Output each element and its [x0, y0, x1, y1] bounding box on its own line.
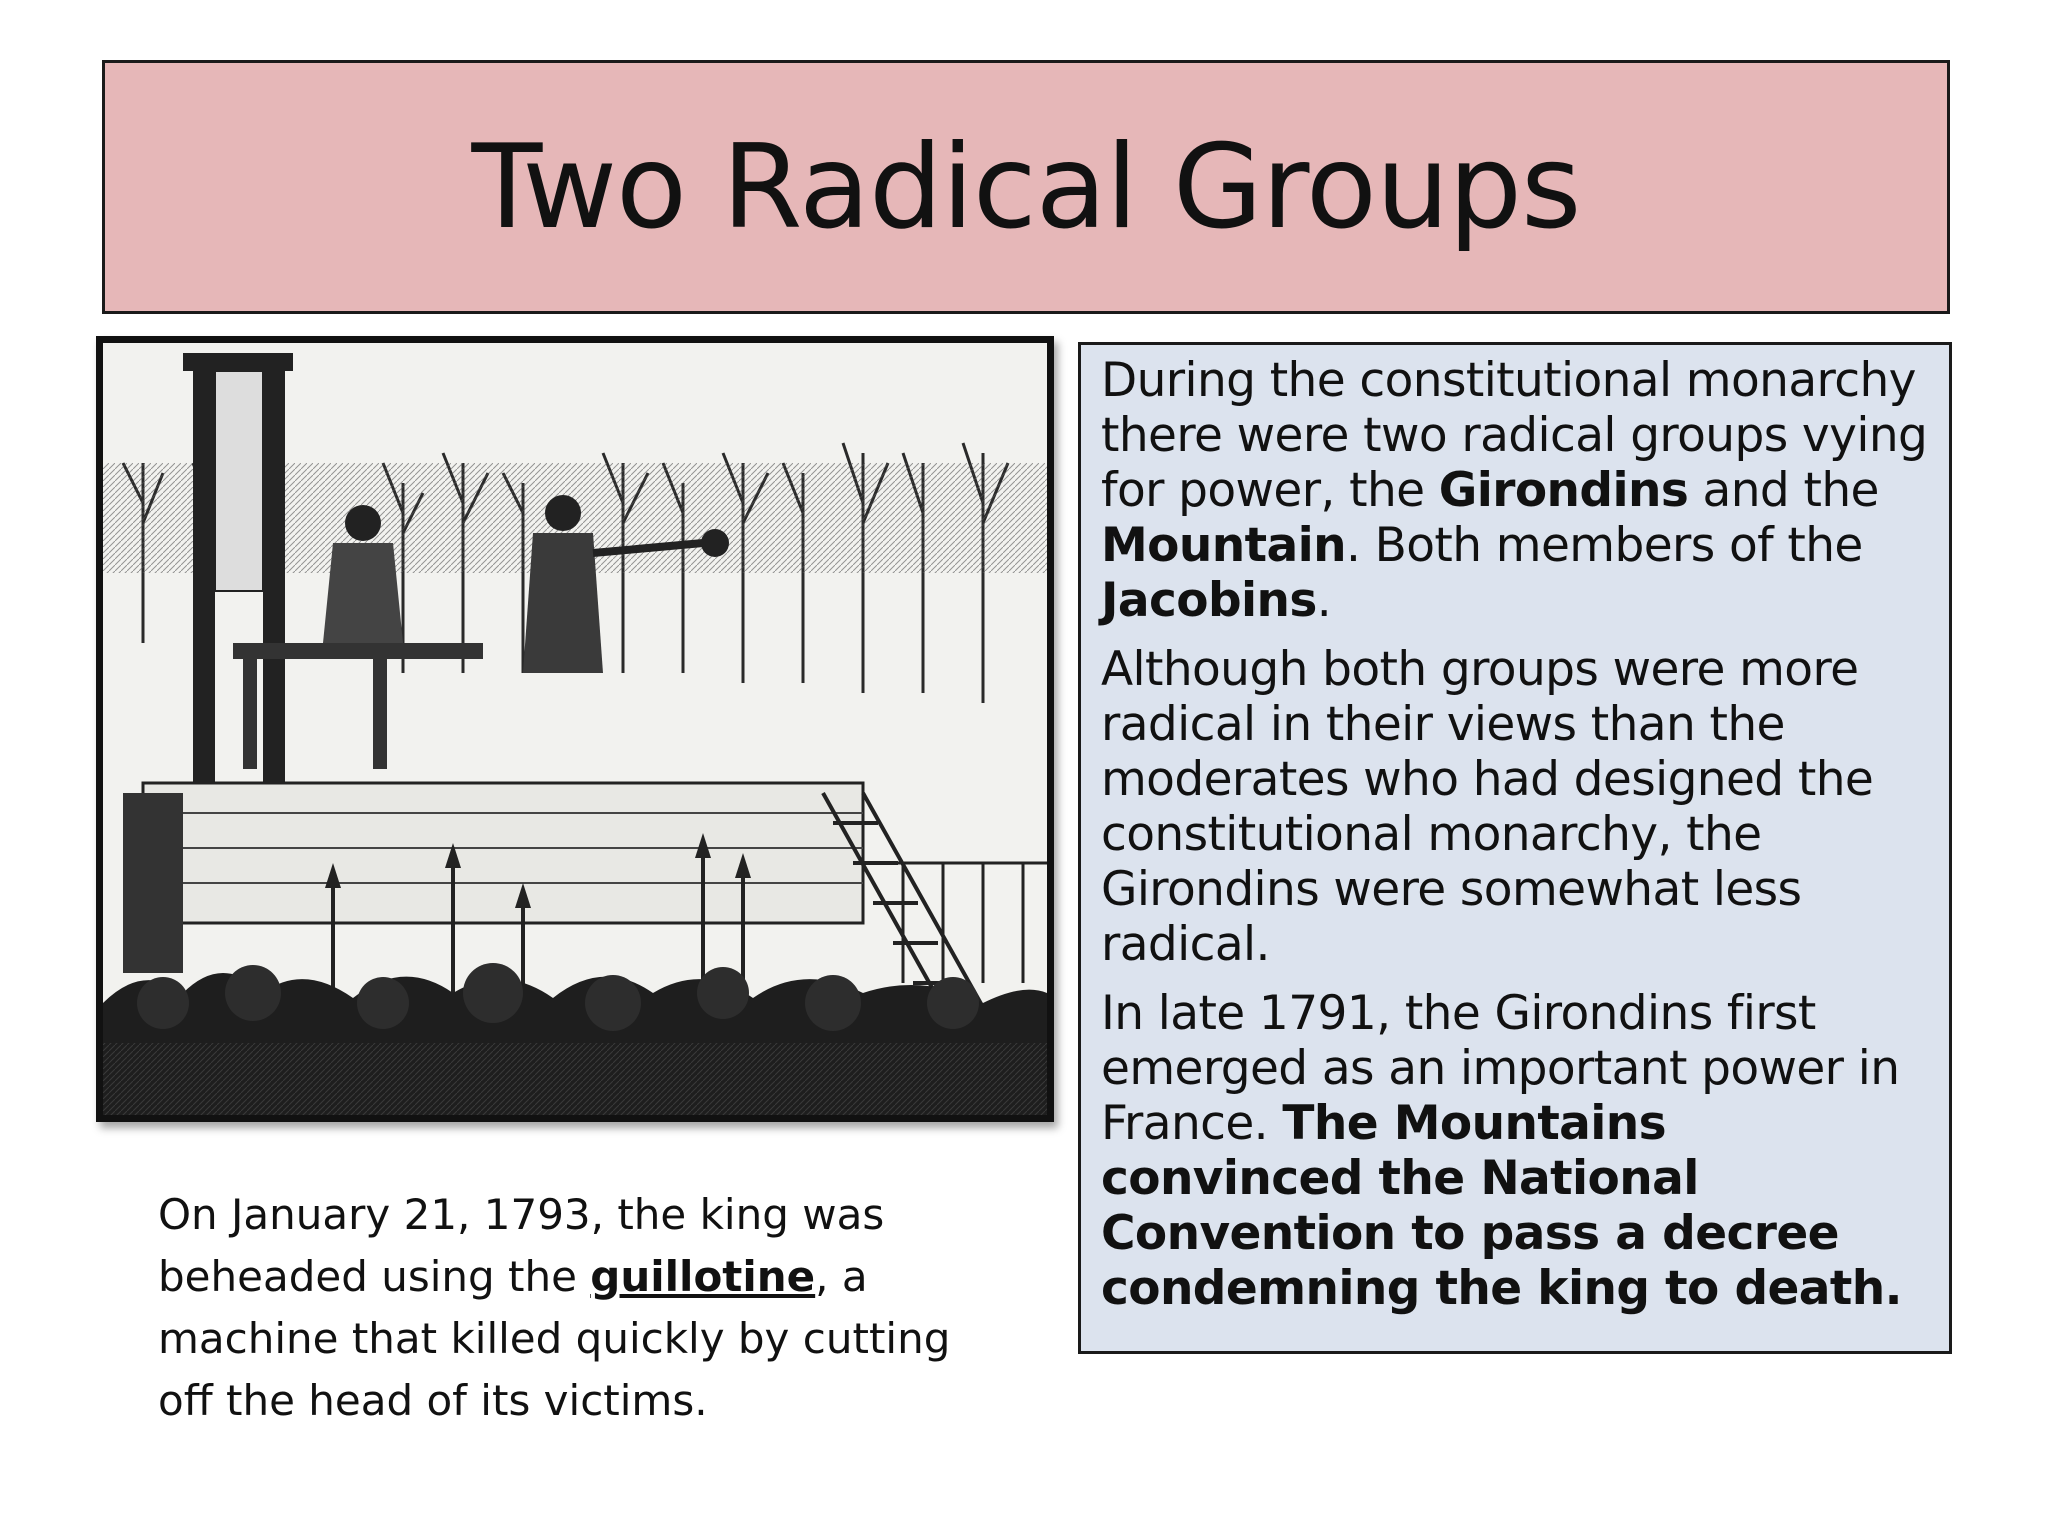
- p1-text-3: . Both members of the: [1345, 518, 1863, 573]
- image-caption: [158, 1184, 958, 1432]
- p1-text-2: and the: [1688, 463, 1879, 518]
- caption-keyword-guillotine: guillotine: [590, 1252, 816, 1301]
- paragraph-late-1791: [1101, 986, 1935, 1316]
- paragraph-girondins-mountain: [1101, 353, 1935, 628]
- title-banner: [102, 60, 1950, 314]
- slide-title: Two Radical Groups: [471, 119, 1581, 255]
- p1-text-1: During the constitutional monarchy there were two radical groups vying for power, the: [1101, 353, 1928, 518]
- guillotine-picture: [96, 336, 1054, 1122]
- caption-text-1: On January 21, 1793, the king was beheaded using the: [158, 1190, 885, 1301]
- explanation-textbox: [1078, 342, 1952, 1354]
- p1-text-4: .: [1316, 573, 1332, 628]
- guillotine-engraving-icon: [103, 343, 1047, 1115]
- paragraph-radical-views: Although both groups were more radical in their views than the moderates who had designed the constitutional monarchy, the Girondins were somewhat less radical.: [1101, 642, 1874, 972]
- term-jacobins: Jacobins: [1101, 573, 1317, 628]
- term-girondins: Girondins: [1438, 463, 1689, 518]
- term-mountain: Mountain: [1101, 518, 1346, 573]
- p3-text-1: In late 1791, the Girondins first emerged as an important power in France.: [1101, 986, 1900, 1151]
- caption-text-2: , a machine that killed quickly by cutting off the head of its victims.: [158, 1252, 951, 1425]
- p3-bold-statement: The Mountains convinced the National Convention to pass a decree condemning the king to death.: [1101, 1096, 1902, 1316]
